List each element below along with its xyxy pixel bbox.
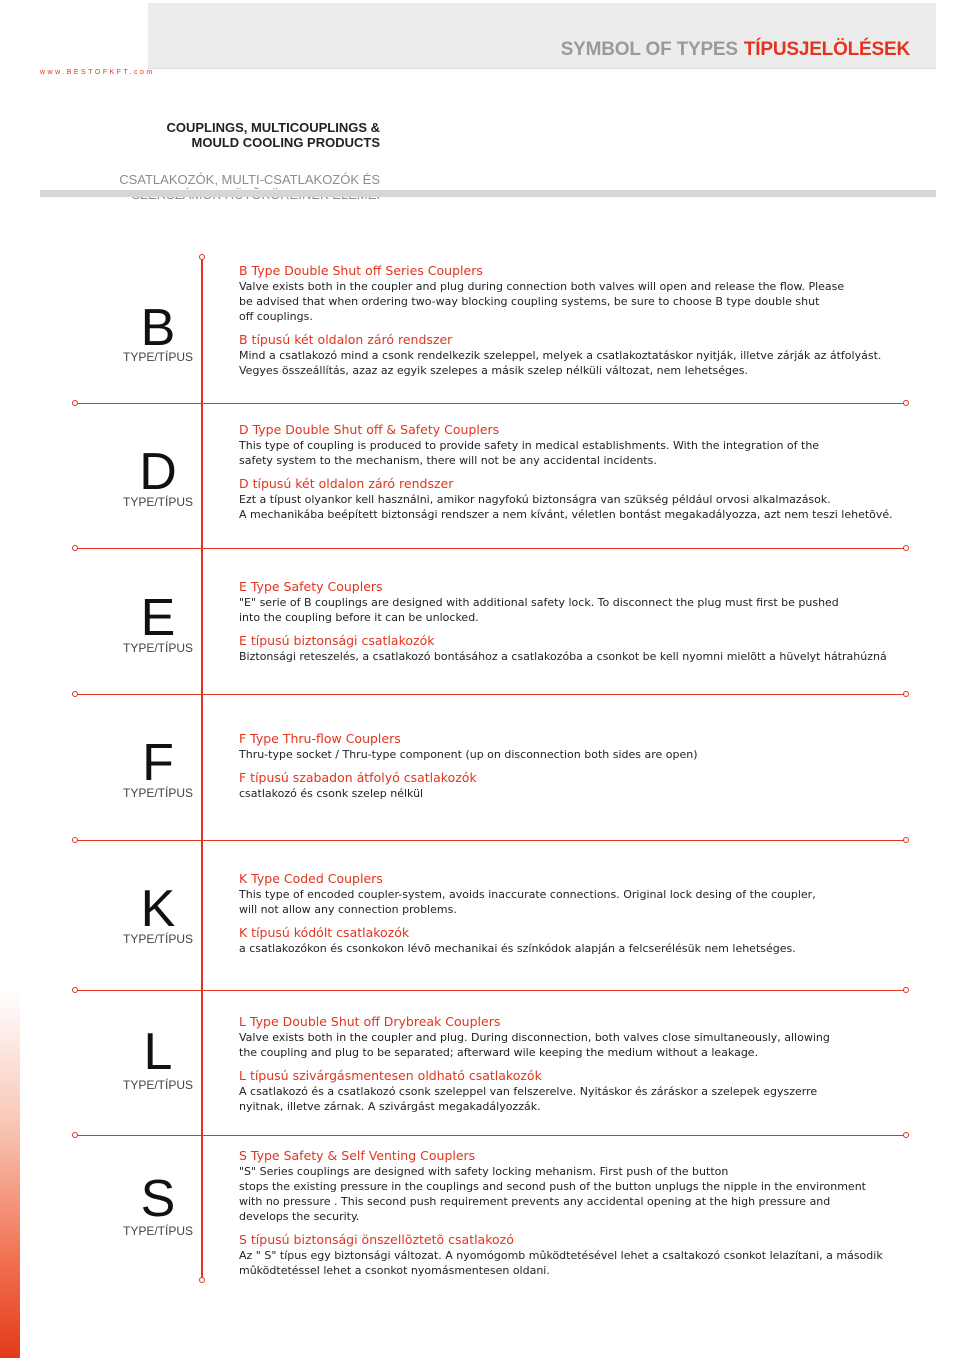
spacer [239,324,919,332]
spacer [239,762,919,770]
divider-dot [903,691,909,697]
english-title: K Type Coded Couplers [239,871,383,886]
divider-dot [903,1132,909,1138]
hungarian-text-line: Mind a csatlakozó mind a csonk rendelkezik szeleppel, melyek a csatlakoztatáskor nyitják, illetve zárják az átfolyást. [239,349,882,362]
type-letter: S [140,1170,176,1228]
hungarian-text-line: mûködtetéssel lehet a csonkot nyomásmentesen oldani. [239,1264,550,1277]
divider-dot [72,691,78,697]
section-divider [75,840,906,841]
section-divider [75,990,906,991]
spacer [239,917,919,925]
english-text-line: Valve exists both in the coupler and plug. During disconnection, both valves close simultaneously, allowing [239,1031,830,1044]
hungarian-title: S típusú biztonsági önszellõztetõ csatlakozó [239,1232,514,1247]
type-letter: B [140,299,176,357]
section-divider [75,403,906,404]
type-description [239,579,919,664]
header-bar [148,3,936,69]
hungarian-text-line: nyitnak, illetve zárnak. A szivárgást megakadályozzák. [239,1100,541,1113]
type-description [239,871,919,956]
type-description [239,1014,919,1114]
hungarian-text-line: Az " S" típus egy biztonsági változat. A nyomógomb mûködtetésével lehet a csaltakozó csonkot lelazítani, a második [239,1249,883,1262]
divider-dot [903,987,909,993]
section-divider [75,1135,906,1136]
decorative-gradient-bar [0,990,20,1358]
type-letter: F [142,734,174,792]
type-description [239,731,919,801]
type-letter: K [140,880,176,938]
english-text-line: off couplings. [239,310,313,323]
type-letter: L [143,1023,173,1081]
header-rule [40,190,936,197]
type-label: TYPE/TÍPUS [122,1224,193,1238]
type-letter: D [139,443,177,501]
category-en-line1: COUPLINGS, MULTICOUPLINGS & [166,120,380,135]
hungarian-title: K típusú kódólt csatlakozók [239,925,410,940]
spacer [239,625,919,633]
type-label: TYPE/TÍPUS [122,786,193,800]
english-title: S Type Safety & Self Venting Couplers [239,1148,476,1163]
timeline-dot [199,1277,205,1283]
hungarian-title: E típusú biztonsági csatlakozók [239,633,435,648]
hungarian-text-line: Vegyes összeállítás, azaz az egyik szelepes a másik szelep nélküli változat, nem lehetséges. [239,364,748,377]
english-text-line: This type of coupling is produced to provide safety in medical establishments. With the integration of the [239,439,820,452]
hungarian-text-line: a csatlakozókon és csonkokon lévõ mechanikai és színkódok alapján a felcserélésük nem lehetséges. [239,942,796,955]
divider-dot [72,837,78,843]
english-text-line: "S" Series couplings are designed with safety locking mehanism. First push of the button [239,1165,729,1178]
spacer [239,468,919,476]
title-en: SYMBOL OF TYPES [560,39,738,60]
divider-dot [72,987,78,993]
english-title: E Type Safety Couplers [239,579,383,594]
type-letter: E [140,589,176,647]
english-text-line: "E" serie of B couplings are designed with additional safety lock. To disconnect the plug must first be pushed [239,596,839,609]
hungarian-title: D típusú két oldalon záró rendszer [239,476,454,491]
english-title: D Type Double Shut off & Safety Couplers [239,422,500,437]
hungarian-title: F típusú szabadon átfolyó csatlakozók [239,770,477,785]
divider-dot [903,400,909,406]
page-title [561,39,910,61]
category-en-line2: MOULD COOLING PRODUCTS [191,135,380,150]
english-text-line: Valve exists both in the coupler and plug during connection both valves will open and release the flow. Please [239,280,845,293]
english-text-line: be advised that when ordering two-way blocking coupling systems, be sure to choose B type double shut [239,295,820,308]
divider-dot [72,545,78,551]
timeline-dot [199,254,205,260]
divider-dot [903,545,909,551]
english-title: L Type Double Shut off Drybreak Couplers [239,1014,501,1029]
divider-dot [72,400,78,406]
divider-dot [903,837,909,843]
category-hu-line1: CSATLAKOZÓK, MULTI-CSATLAKOZÓK ÉS [119,172,380,187]
hungarian-title: B típusú két oldalon záró rendszer [239,332,453,347]
type-label: TYPE/TÍPUS [122,932,193,946]
spacer [239,1224,919,1232]
title-hu: TÍPUSJELÖLÉSEK [743,39,910,60]
english-text-line: the coupling and plug to be separated; afterward wile keeping the medium without a leakage. [239,1046,759,1059]
english-text-line: stops the existing pressure in the couplings and second push of the button unplugs the nipple in the environment [239,1180,866,1193]
hungarian-text-line: csatlakozó és csonk szelep nélkül [239,787,424,800]
hungarian-text-line: A csatlakozó és a csatlakozó csonk szeleppel van felszerelve. Nyitáskor és záráskor a szelepek egyszerre [239,1085,818,1098]
hungarian-text-line: Ezt a típust olyankor kell használni, amikor nagyfokú biztonságra van szükség például orvosi alkalmazások. [239,493,831,506]
section-divider [75,694,906,695]
english-title: F Type Thru-flow Couplers [239,731,401,746]
section-divider [75,548,906,549]
english-text-line: safety system to the mechanism, there will not be any accidental incidents. [239,454,657,467]
english-text-line: with no pressure . This second push requirement prevents any accidental opening at the high pressure and [239,1195,831,1208]
category-hu [82,172,380,202]
hungarian-text-line: A mechanikába beépített biztonsági rendszer a nem kívánt, véletlen bontást megakadályozza, azt nem teszi lehetõvé. [239,508,893,521]
hungarian-text-line: Biztonsági reteszelés, a csatlakozó bontásához a csatlakozóba a csonkot be kell nyomni mielõtt a hüvelyt hátrahúzná [239,650,887,663]
type-label: TYPE/TÍPUS [122,1078,193,1092]
type-label: TYPE/TÍPUS [122,350,193,364]
english-text-line: will not allow any connection problems. [239,903,457,916]
spacer [239,1060,919,1068]
divider-dot [72,1132,78,1138]
type-description [239,1148,919,1278]
website-url: www.BESTOFKFT.com [40,69,155,76]
hungarian-title: L típusú szivárgásmentesen oldható csatlakozók [239,1068,542,1083]
english-text-line: develops the security. [239,1210,360,1223]
type-label: TYPE/TÍPUS [122,495,193,509]
english-text-line: Thru-type socket / Thru-type component (up on disconnection both sides are open) [239,748,698,761]
english-text-line: into the coupling before it can be unlocked. [239,611,479,624]
type-label: TYPE/TÍPUS [122,641,193,655]
english-text-line: This type of encoded coupler-system, avoids inaccurate connections. Original lock desing of the coupler, [239,888,816,901]
english-title: B Type Double Shut off Series Couplers [239,263,483,278]
type-description [239,422,919,522]
type-description [239,263,919,378]
